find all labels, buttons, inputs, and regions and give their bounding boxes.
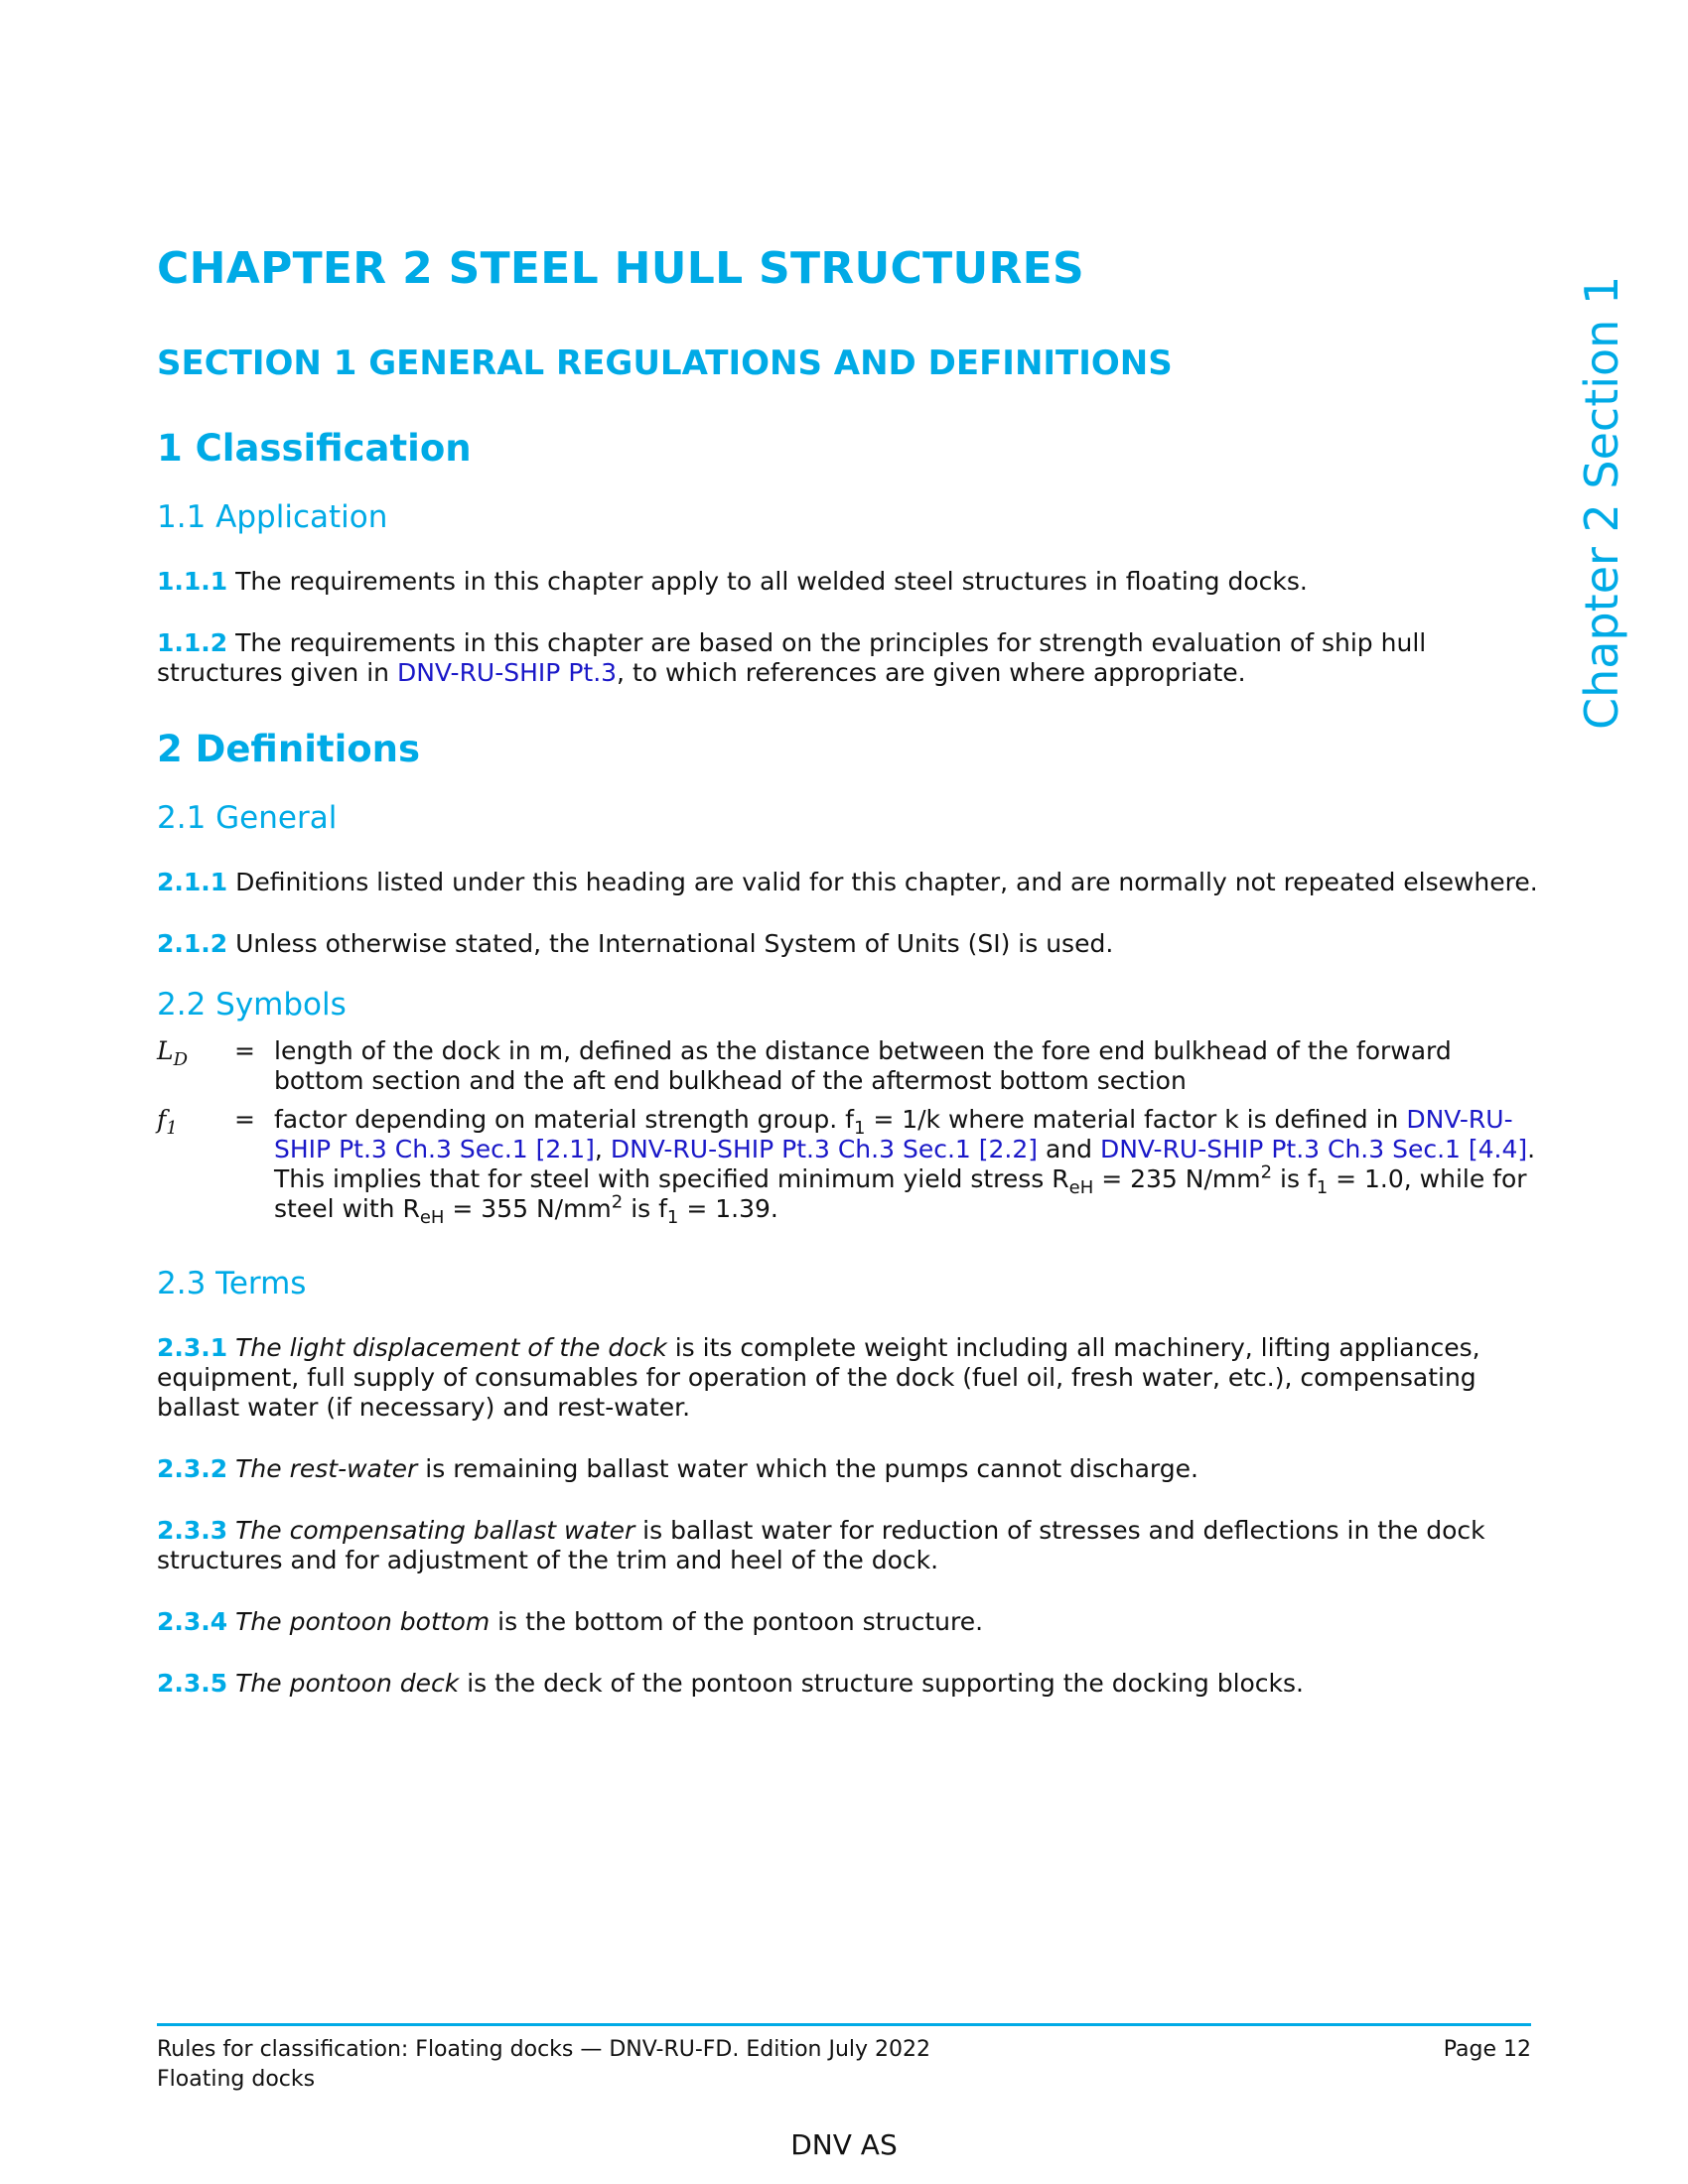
footer-doc-name: Floating docks xyxy=(157,2067,316,2092)
side-chapter-tab: Chapter 2 Section 1 xyxy=(1575,275,1628,730)
main-content xyxy=(157,243,1539,1699)
symbols-table xyxy=(157,1036,1539,1228)
footer-rules-title: Rules for classification: Floating docks — DNV-RU-FD. Edition July 2022 xyxy=(157,2037,931,2062)
heading-symbols: 2.2 Symbols xyxy=(157,987,347,1023)
equals-sign: = xyxy=(234,1036,255,1065)
footer-divider xyxy=(157,2023,1531,2026)
chapter-title: CHAPTER 2 STEEL HULL STRUCTURES xyxy=(157,243,1085,294)
heading-application: 1.1 Application xyxy=(157,499,388,535)
paragraph-text: Unless otherwise stated, the International System of Units (SI) is used. xyxy=(227,929,1114,958)
symbol-ld: $L_D$ xyxy=(157,1036,189,1070)
paragraph-text: is the deck of the pontoon structure supporting the docking blocks. xyxy=(459,1669,1304,1698)
paragraph-2-3-3 xyxy=(157,1516,1539,1575)
paragraph-2-3-2 xyxy=(157,1454,1539,1484)
paragraph-number: 2.1.2 xyxy=(157,929,228,958)
symbol-description: length of the dock in m, defined as the distance between the fore end bulkhead of the forward bottom section and the aft end bulkhead of the aftermost bottom section xyxy=(274,1036,1452,1095)
symbol-row-f1 xyxy=(157,1096,1539,1224)
paragraph-text: is remaining ballast water which the pumps cannot discharge. xyxy=(417,1454,1198,1483)
link-pt3-ch3-sec1-4-4[interactable]: DNV-RU-SHIP Pt.3 Ch.3 Sec.1 [4.4] xyxy=(1099,1135,1528,1163)
paragraph-number: 2.1.1 xyxy=(157,868,228,896)
paragraph-number: 2.3.3 xyxy=(157,1516,228,1545)
paragraph-2-3-5 xyxy=(157,1669,1539,1699)
term: The pontoon deck xyxy=(235,1669,460,1698)
symbol-f1: $f_1$ xyxy=(157,1105,178,1139)
paragraph-text: Definitions listed under this heading are valid for this chapter, and are normally not repeated elsewhere. xyxy=(227,868,1538,896)
paragraph-number: 2.3.1 xyxy=(157,1333,228,1362)
paragraph-1-1-1 xyxy=(157,567,1539,597)
term: The pontoon bottom xyxy=(235,1607,491,1636)
footer-publisher: DNV AS xyxy=(790,2128,898,2161)
equals-sign: = xyxy=(234,1105,255,1134)
heading-general: 2.1 General xyxy=(157,800,338,836)
paragraph-number: 2.3.5 xyxy=(157,1669,228,1698)
paragraph-text: is its complete weight including all machinery, lifting appliances, equipment, full supply of consumables for operation of the dock (fuel oil, fresh water, etc.), compensating ballast water (if necessary) and rest-water. xyxy=(157,1333,1480,1422)
paragraph-text: is ballast water for reduction of stresses and deflections in the dock structures and for adjustment of the trim and heel of the dock. xyxy=(157,1516,1485,1574)
paragraph-2-3-1 xyxy=(157,1333,1539,1423)
paragraph-text: , to which references are given where appropriate. xyxy=(617,658,1246,687)
paragraph-text: is the bottom of the pontoon structure. xyxy=(490,1607,984,1636)
heading-definitions: 2 Definitions xyxy=(157,728,421,770)
symbol-row-ld xyxy=(157,1036,1539,1096)
paragraph-text: The requirements in this chapter are based on the principles for strength evaluation of ship hull structures given in xyxy=(157,628,1427,687)
paragraph-number: 2.3.2 xyxy=(157,1454,228,1483)
term: The light displacement of the dock xyxy=(235,1333,667,1362)
heading-terms: 2.3 Terms xyxy=(157,1266,307,1301)
section-title: SECTION 1 GENERAL REGULATIONS AND DEFINITIONS xyxy=(157,343,1173,383)
paragraph-2-3-4 xyxy=(157,1607,1539,1637)
term: The compensating ballast water xyxy=(235,1516,635,1545)
footer-page-number: Page 12 xyxy=(1443,2037,1531,2062)
paragraph-number: 1.1.1 xyxy=(157,567,228,596)
link-dnv-ru-ship-pt3[interactable]: DNV-RU-SHIP Pt.3 xyxy=(396,658,618,687)
term: The rest-water xyxy=(235,1454,418,1483)
paragraph-number: 1.1.2 xyxy=(157,628,228,657)
heading-classification: 1 Classification xyxy=(157,427,472,470)
symbol-description: factor depending on material strength group. $f_1 = 1/k$ where material factor k is defined in DNV-RU-SHIP Pt.3 Ch.3 Sec.1 [2.1], DNV-RU-SHIP Pt.3 Ch.3 Sec.1 [2.2] and DNV-RU-SHIP Pt.3 Ch.3 Sec.1 [4.4]. This implies that for steel with specified minimum yield stress $R_{eH} = 235$ $N/mm^2$ is $f_1 = 1.0$, while for steel with $R_{eH} = 355$ $N/mm^2$ is $f_1 = 1.39$. xyxy=(274,1105,1536,1228)
footer-document-info xyxy=(157,2035,930,2095)
link-pt3-ch3-sec1-2-1[interactable]: DNV-RU-SHIP Pt.3 Ch.3 Sec.1 [2.1] xyxy=(274,1105,1513,1163)
paragraph-2-1-2 xyxy=(157,929,1539,959)
paragraph-text: The requirements in this chapter apply to all welded steel structures in floating docks. xyxy=(227,567,1308,596)
paragraph-number: 2.3.4 xyxy=(157,1607,228,1636)
paragraph-2-1-1 xyxy=(157,868,1539,897)
paragraph-1-1-2 xyxy=(157,628,1539,688)
link-pt3-ch3-sec1-2-2[interactable]: DNV-RU-SHIP Pt.3 Ch.3 Sec.1 [2.2] xyxy=(610,1135,1039,1163)
